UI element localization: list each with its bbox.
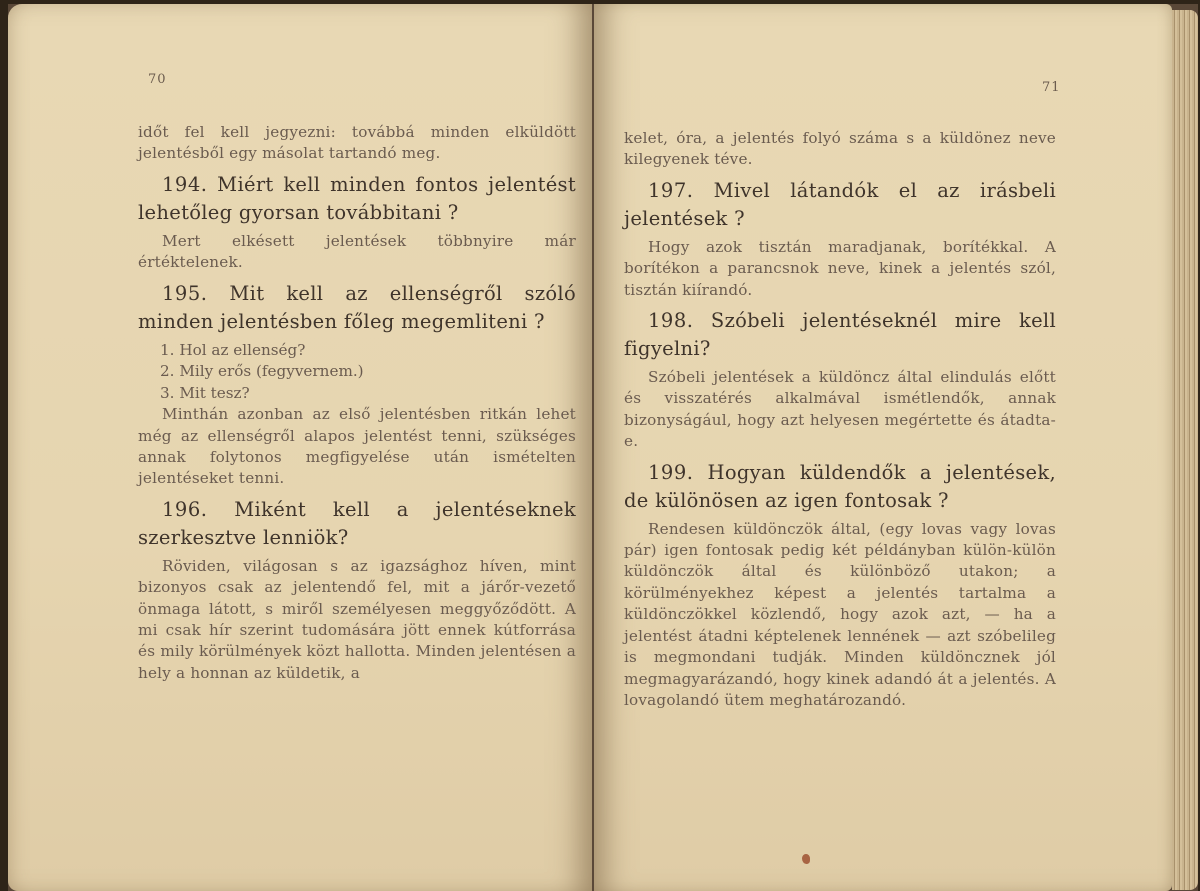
question-197 bbox=[624, 177, 1056, 301]
question-heading bbox=[138, 171, 576, 227]
question-text: Miként kell a jelentéseknek szerkesztve lenniök? bbox=[138, 497, 577, 549]
question-heading bbox=[138, 496, 576, 552]
question-heading bbox=[624, 177, 1056, 233]
open-book bbox=[8, 4, 1198, 891]
list-item: 1. Hol az ellenség? bbox=[160, 340, 306, 359]
page-number-left: 70 bbox=[148, 72, 167, 87]
answer-text: Szóbeli jelentések a küldöncz által elindulás előtt és visszatérés alkalmával ismétlendők, annak bizonyságául, hogy azt helyesen megértette és átadta-e. bbox=[624, 368, 1056, 451]
question-text: Hogyan küldendők a jelentések, de különösen az igen fontosak ? bbox=[624, 460, 1057, 512]
list-item: 2. Mily erős (fegyvernem.) bbox=[160, 362, 364, 381]
question-number: 194. bbox=[162, 172, 208, 196]
question-number: 199. bbox=[648, 460, 694, 484]
answer-list bbox=[138, 340, 576, 405]
list-item: 3. Mit tesz? bbox=[160, 383, 250, 402]
question-text: Mit kell az ellenségről szóló minden jelentésben főleg megemliteni ? bbox=[138, 281, 577, 333]
question-194 bbox=[138, 171, 576, 274]
carryover-text-left: időt fel kell jegyezni: továbbá minden elküldött jelentésből egy másolat tartandó meg. bbox=[138, 123, 576, 163]
answer-text: Mert elkésett jelentések többnyire már értéktelenek. bbox=[138, 231, 576, 272]
page-edges bbox=[1172, 10, 1198, 890]
answer-text: Minthán azonban az első jelentésben ritkán lehet még az ellenségről alapos jelentést tenni, szükséges annak folytonos megfigyelése után ismételten jelentéseket tenni. bbox=[138, 405, 576, 488]
question-text: Miért kell minden fontos jelentést lehetőleg gyorsan továbbitani ? bbox=[138, 172, 576, 224]
question-198 bbox=[624, 307, 1056, 453]
carryover-text-right: kelet, óra, a jelentés folyó száma s a küldönez neve kilegyenek téve. bbox=[624, 129, 1056, 169]
question-number: 196. bbox=[162, 497, 208, 521]
question-195 bbox=[138, 280, 576, 490]
ink-stain bbox=[802, 854, 810, 864]
right-page bbox=[594, 4, 1172, 891]
question-text: Mivel látandók el az irásbeli jelentések ? bbox=[624, 178, 1057, 230]
answer-text: Hogy azok tisztán maradjanak, borítékkal. A borítékon a parancsnok neve, kinek a jelentés szól, tisztán kiírandó. bbox=[624, 237, 1056, 299]
question-number: 197. bbox=[648, 178, 694, 202]
question-heading bbox=[138, 280, 576, 336]
left-page bbox=[8, 4, 592, 891]
question-196 bbox=[138, 496, 576, 684]
question-number: 198. bbox=[648, 309, 694, 333]
left-page-text bbox=[138, 122, 576, 684]
question-199 bbox=[624, 459, 1056, 712]
question-number: 195. bbox=[162, 281, 208, 305]
answer-text: Rendesen küldönczök által, (egy lovas vagy lovas pár) igen fontosak pedig két példányban külön-külön küldönczök által és különböző utakon; a körülményekhez képest a jelentés tartalma a küldönczökkel közlendő, hogy azok azt, — ha a jelentést átadni képtelenek lennének — azt szóbelileg is megmondani tudják. Minden küldöncznek jól megmagyarázandó, hogy kinek adandó át a jelentés. A lovagolandó ütem meghatározandó. bbox=[624, 519, 1056, 709]
page-number-right: 71 bbox=[1042, 80, 1061, 95]
question-heading bbox=[624, 307, 1056, 363]
question-heading bbox=[624, 459, 1056, 515]
right-page-text bbox=[624, 128, 1056, 711]
question-text: Szóbeli jelentéseknél mire kell figyelni? bbox=[624, 309, 1057, 361]
answer-text: Röviden, világosan s az igazsághoz híven, mint bizonyos csak az jelentendő fel, mit a járőr-vezető önmaga látott, s miről személyesen meggyőződött. A mi csak hír szerint tudomására jött ennek kútforrása és mily körülmények közt hallotta. Minden jelentésen a hely a honnan az küldetik, a bbox=[138, 556, 576, 682]
